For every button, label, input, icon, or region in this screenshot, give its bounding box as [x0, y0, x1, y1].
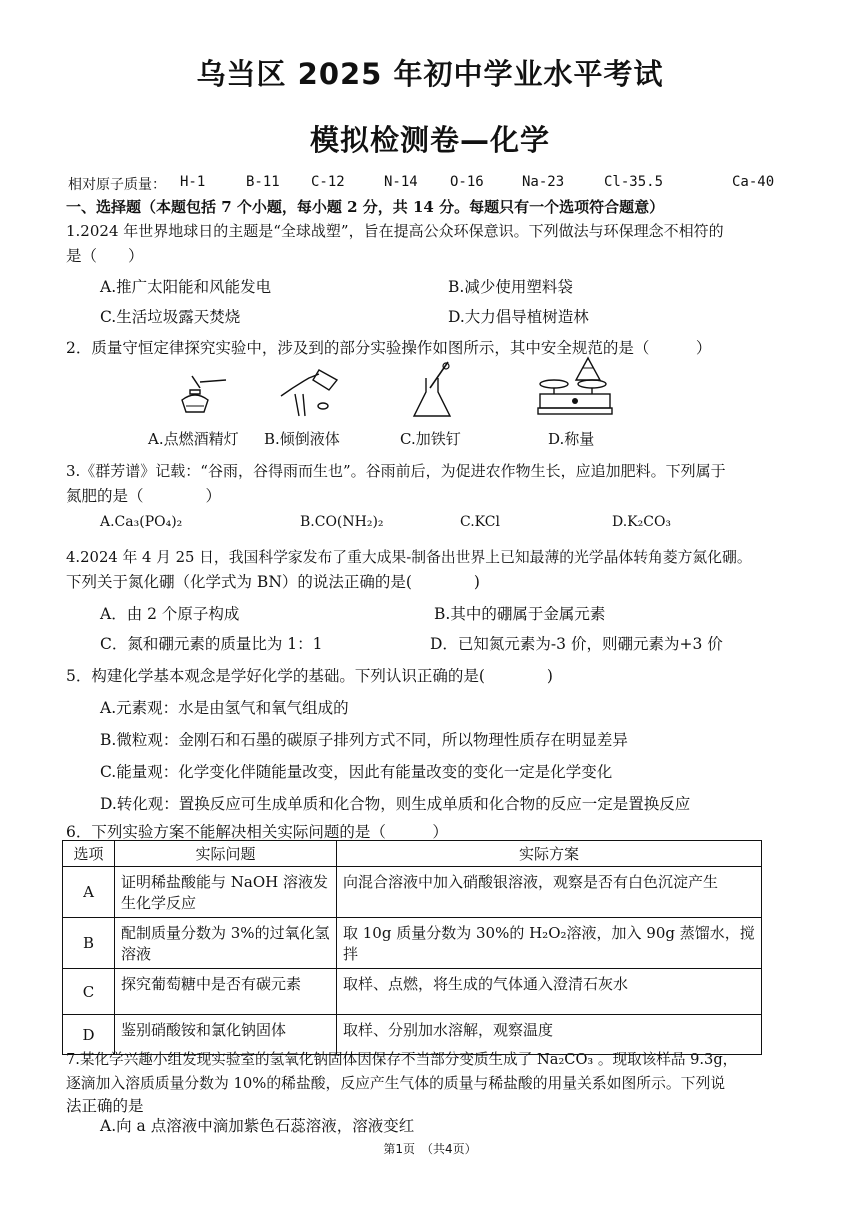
- plan-cell: 取 10g 质量分数为 30%的 H₂O₂溶液，加入 90g 蒸馏水，搅拌: [337, 918, 762, 969]
- atomic-mass-label: 相对原子质量：: [68, 177, 166, 193]
- q1-option-a: A.推广太阳能和风能发电: [100, 278, 272, 296]
- q2-option-d: D.称量: [548, 430, 595, 448]
- atomic-mass-item: Na-23: [522, 174, 565, 190]
- table-row: [63, 918, 762, 969]
- atomic-mass-item: N-14: [384, 174, 418, 190]
- table-header-row: [63, 841, 762, 867]
- table-header-cell: 实际方案: [337, 841, 762, 867]
- problem-cell: 证明稀盐酸能与 NaOH 溶液发生化学反应: [115, 867, 337, 918]
- q4-option-c: C．氮和硼元素的质量比为 1：1: [100, 635, 323, 653]
- experiment-table: [62, 840, 762, 1055]
- pour-liquid-figure: [275, 366, 345, 422]
- exam-title: 乌当区 2025 年初中学业水平考试: [196, 57, 664, 91]
- atomic-mass-item: B-11: [246, 174, 280, 190]
- alcohol-lamp-figure: [170, 368, 230, 418]
- q1-stem-cont: 是（ ）: [66, 247, 144, 265]
- q3-option-b: B.CO(NH₂)₂: [300, 514, 384, 530]
- q4-stem: 4.2024 年 4 月 25 日，我国科学家发布了重大成果-制备出世界上已知最薄的光学晶体转角菱方氮化硼。: [66, 549, 752, 566]
- q2-option-c: C.加铁钉: [400, 430, 461, 448]
- add-iron-nail-figure: [408, 358, 458, 422]
- q6-stem: 6．下列实验方案不能解决相关实际问题的是（ ）: [66, 823, 448, 841]
- q5-option-b: B.微粒观：金刚石和石墨的碳原子排列方式不同，所以物理性质存在明显差异: [100, 731, 628, 749]
- q7-stem: 7.某化学兴趣小组发现实验室的氢氧化钠固体因保存不当部分变质生成了 Na₂CO₃ 。现取该样品 9.3g，: [66, 1051, 738, 1068]
- q4-stem-cont: 下列关于氮化硼（化学式为 BN）的说法正确的是( ): [66, 573, 480, 591]
- q3-option-c: C.KCl: [460, 514, 500, 530]
- table-header-cell: 实际问题: [115, 841, 337, 867]
- q5-option-c: C.能量观：化学变化伴随能量改变，因此有能量改变的变化一定是化学变化: [100, 763, 613, 781]
- option-cell: A: [63, 867, 115, 918]
- q3-option-a: A.Ca₃(PO₄)₂: [100, 514, 183, 530]
- q2-stem: 2．质量守恒定律探究实验中，涉及到的部分实验操作如图所示，其中安全规范的是（ ）: [66, 339, 712, 357]
- q4-option-d: D．已知氮元素为-3 价，则硼元素为+3 价: [430, 635, 723, 653]
- q1-option-b: B.减少使用塑料袋: [448, 278, 573, 296]
- exam-subtitle: 模拟检测卷—化学: [309, 123, 550, 157]
- q5-option-a: A.元素观：水是由氢气和氧气组成的: [100, 699, 349, 717]
- q1-stem: 1.2024 年世界地球日的主题是“全球战塑”，旨在提高公众环保意识。下列做法与环保理念不相符的: [66, 222, 724, 240]
- problem-cell: 鉴别硝酸铵和氯化钠固体: [115, 1015, 337, 1055]
- balance-scale-figure: [530, 354, 620, 422]
- q3-stem: 3.《群芳谱》记载：“谷雨，谷得雨而生也”。谷雨前后，为促进农作物生长，应追加肥料。下列属于: [66, 462, 726, 480]
- problem-cell: 配制质量分数为 3%的过氧化氢溶液: [115, 918, 337, 969]
- q3-option-d: D.K₂CO₃: [612, 514, 672, 530]
- option-cell: D: [63, 1015, 115, 1055]
- plan-cell: 向混合溶液中加入硝酸银溶液，观察是否有白色沉淀产生: [337, 867, 762, 918]
- q4-option-a: A．由 2 个原子构成: [100, 605, 240, 623]
- q1-option-d: D.大力倡导植树造林: [448, 308, 589, 326]
- q7-stem-cont: 逐滴加入溶质质量分数为 10%的稀盐酸，反应产生气体的质量与稀盐酸的用量关系如图所示。下列说: [66, 1075, 726, 1092]
- table-row: [63, 867, 762, 918]
- table-row: [63, 969, 762, 1015]
- atomic-mass-item: Cl-35.5: [604, 174, 664, 190]
- q2-option-a: A.点燃酒精灯: [148, 430, 239, 448]
- q5-stem: 5．构建化学基本观念是学好化学的基础。下列认识正确的是( ): [66, 667, 553, 685]
- atomic-mass-item: H-1: [180, 174, 206, 190]
- plan-cell: 取样、点燃，将生成的气体通入澄清石灰水: [337, 969, 762, 1015]
- q1-option-c: C.生活垃圾露天焚烧: [100, 308, 241, 326]
- q5-option-d: D.转化观：置换反应可生成单质和化合物，则生成单质和化合物的反应一定是置换反应: [100, 795, 691, 813]
- atomic-mass-item: Ca-40: [732, 174, 775, 190]
- section-heading: 一、选择题（本题包括 7 个小题，每小题 2 分，共 14 分。每题只有一个选项符合题意）: [66, 198, 665, 216]
- q2-option-b: B.倾倒液体: [264, 430, 340, 448]
- q7-option-a: A.向 a 点溶液中滴加紫色石蕊溶液，溶液变红: [100, 1117, 415, 1135]
- atomic-mass-item: O-16: [450, 174, 484, 190]
- option-cell: C: [63, 969, 115, 1015]
- atomic-mass-item: C-12: [311, 174, 345, 190]
- table-header-cell: 选项: [63, 841, 115, 867]
- q4-option-b: B.其中的硼属于金属元素: [434, 605, 606, 623]
- q7-stem-cont2: 法正确的是: [66, 1097, 144, 1115]
- page-footer: 第1页 （共4页）: [383, 1142, 477, 1156]
- q3-stem-cont: 氮肥的是（ ）: [66, 487, 222, 505]
- option-cell: B: [63, 918, 115, 969]
- plan-cell: 取样、分别加水溶解，观察温度: [337, 1015, 762, 1055]
- problem-cell: 探究葡萄糖中是否有碳元素: [115, 969, 337, 1015]
